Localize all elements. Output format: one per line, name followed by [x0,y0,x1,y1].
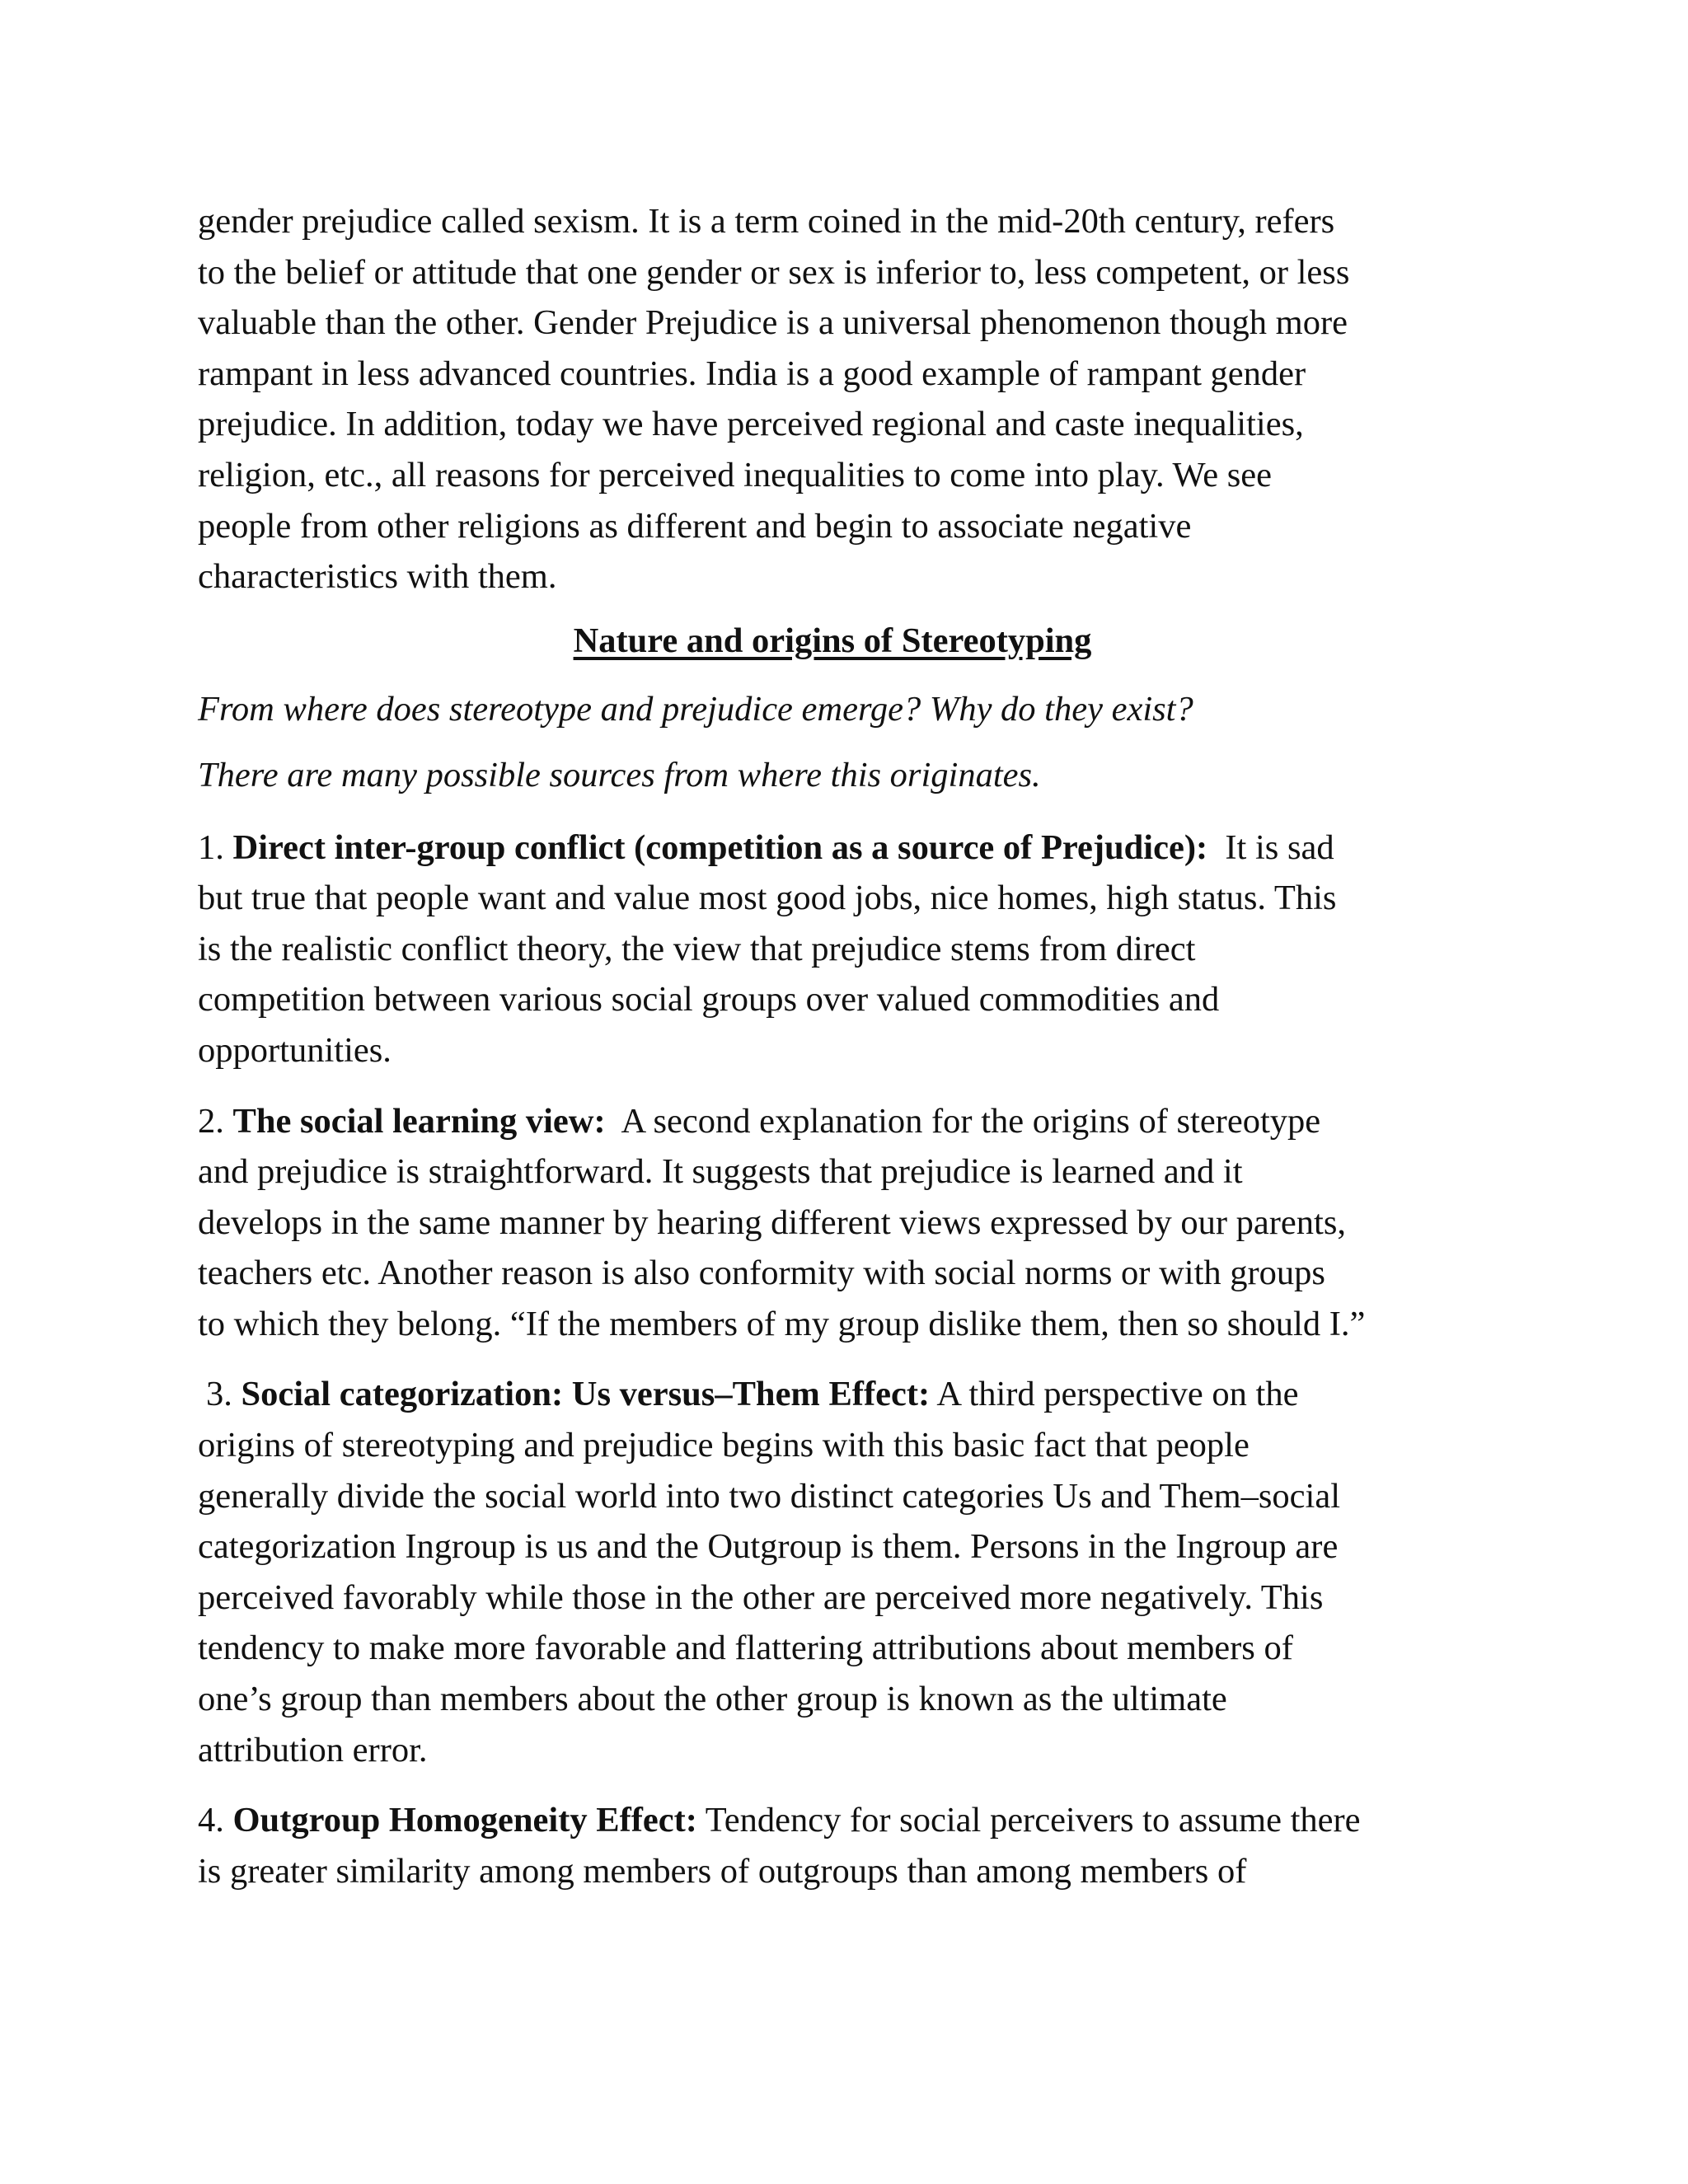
point-3 [198,1369,1500,1775]
point-4 [198,1795,1500,1896]
text-line: rampant in less advanced countries. India is a good example of rampant gender [198,354,1306,393]
point-title: The social learning view: [232,1101,606,1141]
point-1 [198,823,1500,1076]
point-text: Tendency for social perceivers to assume there [696,1801,1361,1840]
point-text: A third perspective on the [930,1375,1299,1414]
document-page [198,196,1500,1896]
text-line: and prejudice is straightforward. It suggests that prejudice is learned and it [198,1152,1243,1192]
text-line: is the realistic conflict theory, the view that prejudice stems from direct [198,929,1196,968]
point-number: 2. [198,1101,233,1141]
point-first-line [198,1369,1500,1420]
point-text: It is sad [1207,827,1334,867]
point-title: Direct inter-group conflict (competition as a source of Prejudice): [232,827,1208,867]
point-number: 3. [206,1375,241,1414]
text-line: prejudice. In addition, today we have perceived regional and caste inequalities, [198,405,1304,444]
point-first-line [198,823,1500,874]
point-2 [198,1096,1500,1350]
point-first-line [198,1096,1500,1147]
text-line: origins of stereotyping and prejudice begins with this basic fact that people [198,1426,1250,1465]
text-line: people from other religions as different and begin to associate negative [198,506,1192,546]
point-text: A second explanation for the origins of stereotype [605,1101,1321,1141]
text-line: tendency to make more favorable and flattering attributions about members of [198,1629,1293,1668]
text-line: to which they belong. “If the members of my group dislike them, then so should I.” [198,1304,1366,1343]
italic-question: From where does stereotype and prejudice emerge? Why do they exist? [198,690,1193,729]
text-line: categorization Ingroup is us and the Outgroup is them. Persons in the Ingroup are [198,1527,1339,1567]
point-number: 1. [198,827,233,867]
point-number: 4. [198,1801,233,1840]
text-line: perceived favorably while those in the other are perceived more negatively. This [198,1577,1324,1617]
text-line: to the belief or attitude that one gender or sex is inferior to, less competent, or less [198,252,1350,292]
text-line: opportunities. [198,1030,392,1070]
section-heading: Nature and origins of Stereotyping [573,621,1092,660]
intro-paragraph [198,196,1500,602]
text-line: characteristics with them. [198,557,557,597]
text-line: but true that people want and value most good jobs, nice homes, high status. This [198,879,1337,918]
point-title: Outgroup Homogeneity Effect: [232,1801,697,1840]
text-line: gender prejudice called sexism. It is a term coined in the mid-20th century, refers [198,202,1335,241]
text-line: generally divide the social world into two distinct categories Us and Them–social [198,1476,1341,1516]
text-line: religion, etc., all reasons for perceived inequalities to come into play. We see [198,455,1272,494]
point-title: Social categorization: Us versus–Them Effect: [241,1375,931,1414]
text-line: develops in the same manner by hearing different views expressed by our parents, [198,1202,1347,1242]
point-first-line [198,1795,1500,1846]
text-line: attribution error. [198,1730,428,1769]
text-line: valuable than the other. Gender Prejudice is a universal phenomenon though more [198,303,1348,343]
text-line: one’s group than members about the other group is known as the ultimate [198,1680,1227,1719]
italic-statement: There are many possible sources from where this originates. [198,755,1041,794]
text-line: is greater similarity among members of outgroups than among members of [198,1851,1247,1891]
text-line: teachers etc. Another reason is also conformity with social norms or with groups [198,1254,1325,1293]
text-line: competition between various social groups over valued commodities and [198,980,1220,1019]
